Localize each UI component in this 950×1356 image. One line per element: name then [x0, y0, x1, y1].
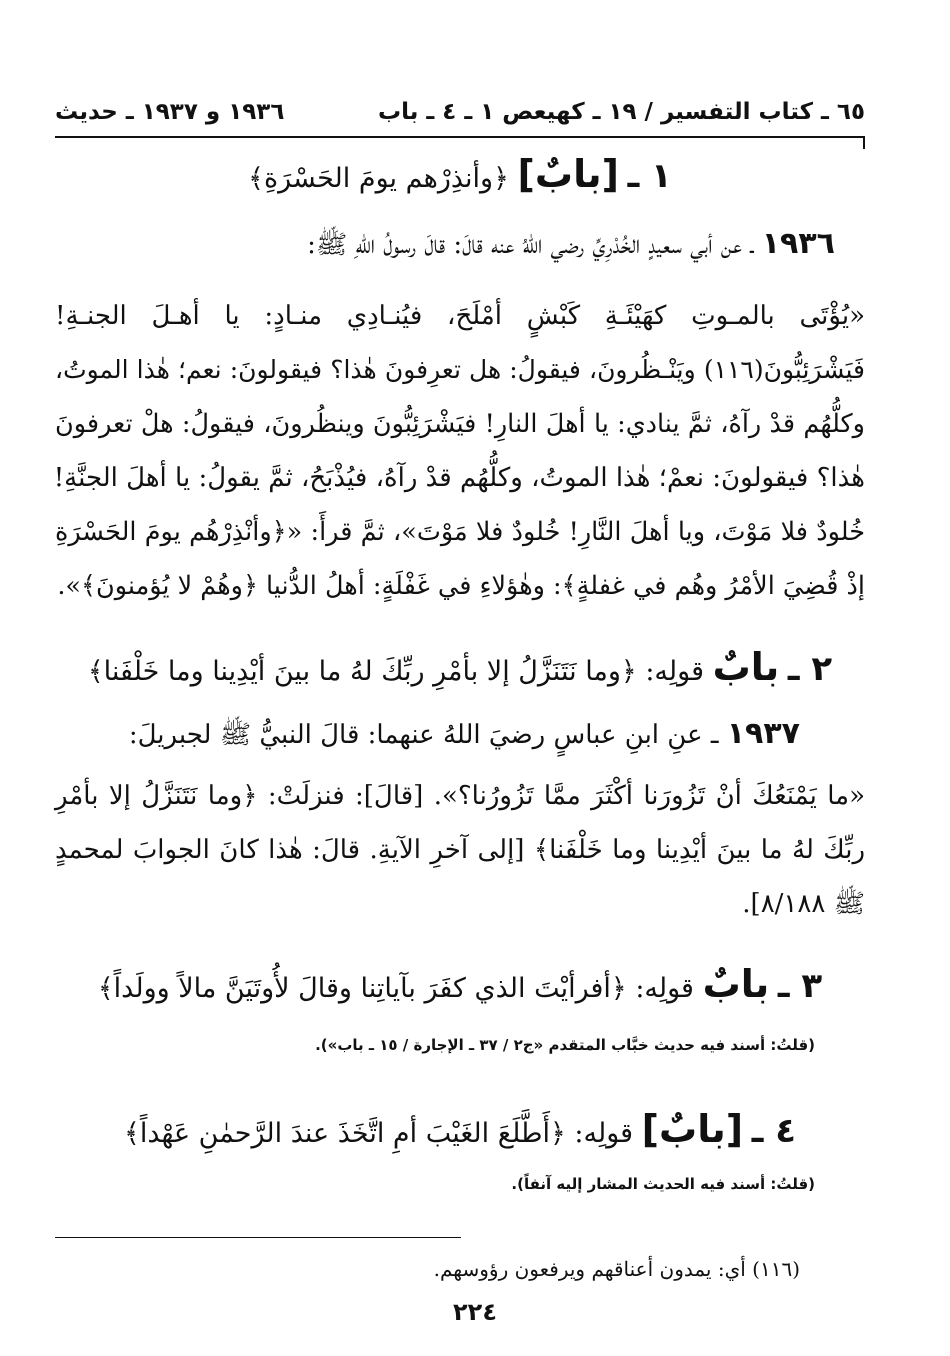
bab-4-note: (قلتُ: أسند فيه الحديث المشار إليه آنفاً).	[511, 1175, 815, 1193]
header-rule	[55, 136, 865, 138]
hadith-1936-line: فَيَشْرَئِبُّونَ(١١٦) ويَنْـظُرونَ، فيقولُ: هل تعرِفونَ هٰذا؟ فيقولونَ: نعم؛ هٰذا الموتُ،	[55, 355, 865, 384]
bab-4-number: ٤ ـ	[751, 1111, 796, 1151]
bab-2-number: ٢ ـ	[787, 649, 833, 689]
hadith-1937-text	[55, 769, 865, 931]
hadith-1936-text	[55, 289, 865, 613]
page-number: ٢٢٤	[453, 1298, 497, 1326]
bab-3-heading	[55, 960, 865, 1057]
bab-2-verse: قولِه: ﴿وما نَتَنَزَّلُ إلا بأمْرِ ربِّكَ لهُ ما بينَ أيْدِينا وما خَلْفَنا﴾	[87, 656, 704, 687]
bab-1-verse: ﴿وأنذِرْهم يومَ الحَسْرَةِ﴾	[248, 163, 509, 194]
bab-3-note: (قلتُ: أسند فيه حديث خبَّاب المتقدم «ج٢ / ٣٧ ـ الإجارة / ١٥ ـ باب»).	[315, 1036, 815, 1054]
hadith-1937-number: ١٩٣٧	[726, 716, 800, 751]
header-hadith-range: ١٩٣٦ و ١٩٣٧ ـ حديث	[55, 99, 285, 125]
hadith-1936	[55, 222, 865, 613]
bab-1-keyword: [بابٌ]	[517, 152, 619, 196]
hadith-1937	[55, 712, 865, 931]
footnote-rule	[55, 1237, 461, 1238]
footnote-116: (١١٦) أي: يمدون أعناقهم ويرفعون رؤوسهم.	[433, 1257, 800, 1281]
bab-3-number: ٣ ـ	[777, 966, 823, 1006]
bab-1-number: ١ ـ	[627, 156, 672, 196]
hadith-1936-line: خُلودٌ فلا مَوْتَ، ويا أهلَ النَّارِ! خُلودٌ فلا مَوْتَ»، ثمَّ قرأَ: «﴿وأنْذِرْهُم يومَ الحَسْرَةِ	[55, 517, 865, 547]
bab-4-keyword: [بابٌ]	[641, 1107, 744, 1151]
bab-3-verse: قولِه: ﴿أفرأيْتَ الذي كفَرَ بآياتِنا وقالَ لأُوتَيَنَّ مالاً وولَداً﴾	[97, 973, 694, 1004]
bab-2-keyword: بابٌ	[712, 645, 780, 689]
hadith-1936-intro	[55, 222, 865, 267]
bab-4-heading	[55, 1105, 865, 1196]
hadith-1937-line: ربِّكَ لهُ ما بينَ أيْدِينا وما خَلْفَنا﴾ [إلى آخرِ الآيةِ. قالَ: هٰذا كانَ الجوابَ لمحمدٍ	[55, 835, 865, 865]
hadith-1937-intro	[55, 712, 865, 757]
hadith-1936-number: ١٩٣٦	[761, 226, 835, 261]
bab-3-keyword: بابٌ	[702, 962, 770, 1006]
hadith-1937-isnad: ـ عنِ ابنِ عباسٍ رضيَ اللهُ عنهما: قالَ النبيُّ ﷺ لجبريلَ:	[128, 720, 719, 750]
hadith-1937-line: ﷺ ٨/١٨٨].	[742, 889, 865, 919]
bab-1-heading	[55, 150, 865, 203]
hadith-1936-line: وكلُّهُم قدْ رآهُ، ثمَّ ينادي: يا أهلَ النارِ! فيَشْرَئِبُّونَ وينظُرونَ، فيقولُ: هلْ تعرفونَ	[55, 409, 865, 439]
bab-2-heading	[55, 643, 865, 696]
header-chapter: ٦٥ ـ كتاب التفسير / ١٩ ـ كهيعص ١ ـ ٤ ـ باب	[378, 99, 865, 125]
bab-4-verse: قولِه: ﴿أَطَّلَعَ الغَيْبَ أمِ اتَّخَذَ عندَ الرَّحمٰنِ عَهْداً﴾	[124, 1118, 634, 1149]
header-rule-tick	[863, 137, 865, 149]
running-header	[55, 92, 865, 132]
hadith-1936-line: «يُؤْتَى بالمـوتِ كهَيْئَـةِ كَبْشٍ أمْلَحَ، فيُنـادِي منـادٍ: يا أهـلَ الجنـةِ!	[55, 301, 865, 331]
hadith-1936-line: هٰذا؟ فيقولونَ: نعمْ؛ هٰذا الموتُ، وكلُّهُم قدْ رآهُ، فيُذْبَحُ، ثمَّ يقولُ: يا أهلَ الجنَّةِ!	[53, 463, 865, 493]
hadith-1936-isnad: ـ عن أبي سعيدٍ الخُدْرِيِّ رضي اللهُ عنه قالَ: قالَ رسولُ اللهِ ﷺ:	[307, 230, 754, 260]
hadith-1937-line: «ما يَمْنَعُكَ أنْ تَزُورَنا أكْثَرَ ممَّا تَزُورُنا؟». [قالَ]: فنزلَتْ: ﴿وما نَتَنَزَّلُ إلا بأمْرِ	[55, 781, 865, 811]
hadith-1936-line: إذْ قُضِيَ الأمْرُ وهُم في غفلةٍ﴾: وهٰؤلاءِ في غَفْلَةٍ: أهلُ الدُّنيا ﴿وهُمْ لا يُؤمنونَ﴾».	[57, 571, 865, 601]
